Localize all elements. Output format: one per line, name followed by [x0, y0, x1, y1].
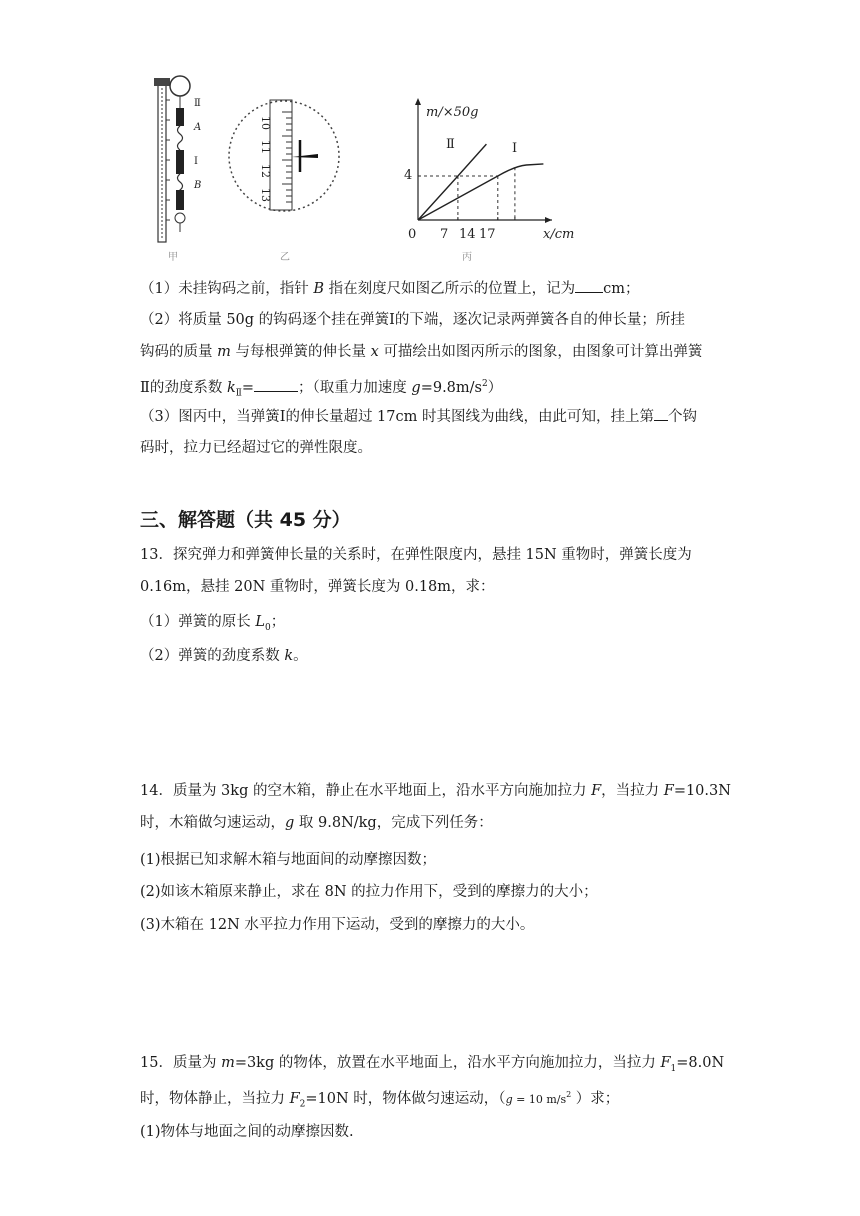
- text: =8.0N: [676, 1055, 725, 1071]
- answer-blank-1[interactable]: [575, 278, 603, 293]
- text: 13．探究弹力和弹簧伸长量的关系时，在弹性限度内，悬挂 15N 重物时，弹簧长度为: [140, 547, 692, 563]
- series-label-I: Ⅰ: [512, 141, 518, 156]
- q12-part2-line2: [140, 342, 730, 362]
- jia-label-B: B: [194, 180, 202, 191]
- yi-tick-10: 10: [259, 116, 272, 130]
- section-heading: 三、解答题（共 45 分）: [140, 509, 351, 531]
- text: 时，木箱做匀速运动，: [140, 815, 285, 831]
- answer-blank-3[interactable]: [654, 406, 668, 421]
- answer-blank-2[interactable]: [254, 377, 298, 392]
- bing-xtick-7: 7: [440, 227, 449, 242]
- figure-jia: [154, 76, 201, 263]
- q14-sub1: [140, 850, 730, 870]
- var-F: F: [289, 1090, 300, 1107]
- text: （2）将质量 50g 的钩码逐个挂在弹簧Ⅰ的下端，逐次记录两弹簧各自的伸长量；所挂: [140, 312, 685, 328]
- text: ；（取重力加速度: [298, 379, 412, 396]
- superscript: 2: [566, 1090, 572, 1099]
- var-k: k: [226, 379, 236, 396]
- text: ）: [487, 379, 503, 396]
- jia-label-II: Ⅱ: [194, 98, 201, 109]
- text: (1)物体与地面之间的动摩擦因数.: [140, 1124, 354, 1140]
- q15-line2: [140, 1085, 730, 1115]
- bing-xtick-14: 14: [459, 227, 476, 242]
- q12-part3-line2: [140, 438, 730, 458]
- figure-panel: [140, 60, 600, 272]
- q12-part3-line1: [140, 406, 730, 427]
- series-line-I: [418, 164, 543, 220]
- bing-ylabel: m/×50g: [426, 105, 479, 120]
- var-g: g: [285, 815, 295, 831]
- subscript: 0: [264, 622, 271, 633]
- text: =3kg 的物体，放置在水平地面上，沿水平方向施加拉力，当拉力: [234, 1055, 661, 1071]
- q15-line1: [140, 1053, 730, 1079]
- subscript: Ⅱ: [235, 388, 242, 399]
- bing-xtick-17: 17: [479, 227, 496, 242]
- q14-sub2: [140, 882, 730, 902]
- text: 14．质量为 3kg 的空木箱，静止在水平地面上，沿水平方向施加拉力: [140, 783, 592, 799]
- bing-plot-area: [418, 144, 543, 220]
- text: ）求；: [571, 1090, 620, 1107]
- text: 。: [293, 648, 308, 664]
- caption-yi: 乙: [280, 252, 290, 263]
- var-g: g: [505, 1092, 513, 1106]
- text: Ⅱ的劲度系数: [140, 379, 227, 396]
- q14-sub3: [140, 915, 730, 935]
- var-B: B: [313, 281, 324, 297]
- text: 0.16m，悬挂 20N 重物时，弹簧长度为 0.18m，求：: [140, 579, 495, 595]
- text: 时，物体静止，当拉力: [140, 1090, 290, 1107]
- jia-label-I: Ⅰ: [194, 156, 198, 167]
- var-x: x: [370, 344, 379, 360]
- q12-part2-line1: [140, 310, 730, 330]
- series-line-II: [418, 144, 486, 220]
- text: （1）弹簧的原长: [140, 614, 256, 630]
- text: （1）未挂钩码之前，指针: [140, 281, 314, 297]
- text: (1)根据已知求解木箱与地面间的动摩擦因数；: [140, 852, 437, 868]
- text: （3）图丙中，当弹簧Ⅰ的伸长量超过 17cm 时其图线为曲线，由此可知，挂上第: [140, 409, 654, 425]
- figure-yi: [229, 100, 339, 263]
- text: 钩码的质量: [140, 344, 218, 360]
- text: 个钩: [668, 409, 697, 425]
- superscript: 2: [482, 379, 488, 389]
- text: 指在刻度尺如图乙所示的位置上，记为: [324, 281, 576, 297]
- text: ；: [270, 614, 286, 630]
- q14-line2: [140, 813, 730, 833]
- text: =: [241, 379, 255, 396]
- text: (3)木箱在 12N 水平拉力作用下运动，受到的摩擦力的大小。: [140, 917, 535, 933]
- q13-sub2: [140, 646, 730, 666]
- series-label-II: Ⅱ: [446, 137, 455, 152]
- var-k: k: [284, 648, 294, 664]
- subscript: 1: [670, 1063, 677, 1074]
- var-F: F: [660, 1055, 671, 1071]
- text: 取 9.8N/kg，完成下列任务：: [294, 815, 493, 831]
- q12-part1: [140, 278, 730, 299]
- caption-jia: 甲: [168, 252, 178, 263]
- figure-bing: [404, 98, 574, 263]
- bing-xlabel: x/cm: [543, 227, 575, 242]
- yi-tick-13: 13: [259, 188, 272, 202]
- var-F: F: [663, 783, 674, 799]
- text: 可描绘出如图丙所示的图象，由图象可计算出弹簧: [378, 344, 703, 360]
- yi-tick-11: 11: [259, 140, 272, 154]
- caption-bing: 丙: [462, 252, 472, 263]
- text: =9.8m/s: [420, 379, 482, 396]
- text: 码时，拉力已经超过它的弹性限度。: [140, 440, 372, 456]
- bing-origin: 0: [408, 227, 417, 242]
- var-g: g: [411, 379, 421, 396]
- var-L: L: [255, 614, 265, 630]
- var-F: F: [591, 783, 602, 799]
- text: =10.3N: [673, 783, 731, 799]
- text: 15．质量为: [140, 1055, 222, 1071]
- yi-tick-12: 12: [259, 164, 272, 178]
- text: （2）弹簧的劲度系数: [140, 648, 285, 664]
- text: = 10 m/s: [512, 1092, 567, 1106]
- q13-line1: [140, 545, 730, 565]
- q15-sub1: [140, 1122, 730, 1142]
- q13-line2: [140, 577, 730, 597]
- subscript: 2: [299, 1099, 306, 1110]
- q12-part2-line3: [140, 374, 730, 404]
- var-m: m: [217, 344, 231, 360]
- text: 与每根弹簧的伸长量: [230, 344, 371, 360]
- text: (2)如该木箱原来静止，求在 8N 的拉力作用下，受到的摩擦力的大小；: [140, 884, 598, 900]
- bing-ytick-4: 4: [404, 168, 413, 183]
- q13-sub1: [140, 612, 730, 638]
- text: cm；: [603, 281, 640, 297]
- var-m: m: [221, 1055, 235, 1071]
- text: =10N 时，物体做匀速运动，（: [305, 1090, 506, 1107]
- text: ，当拉力: [601, 783, 664, 799]
- q14-line1: [140, 781, 730, 801]
- jia-label-A: A: [194, 122, 202, 133]
